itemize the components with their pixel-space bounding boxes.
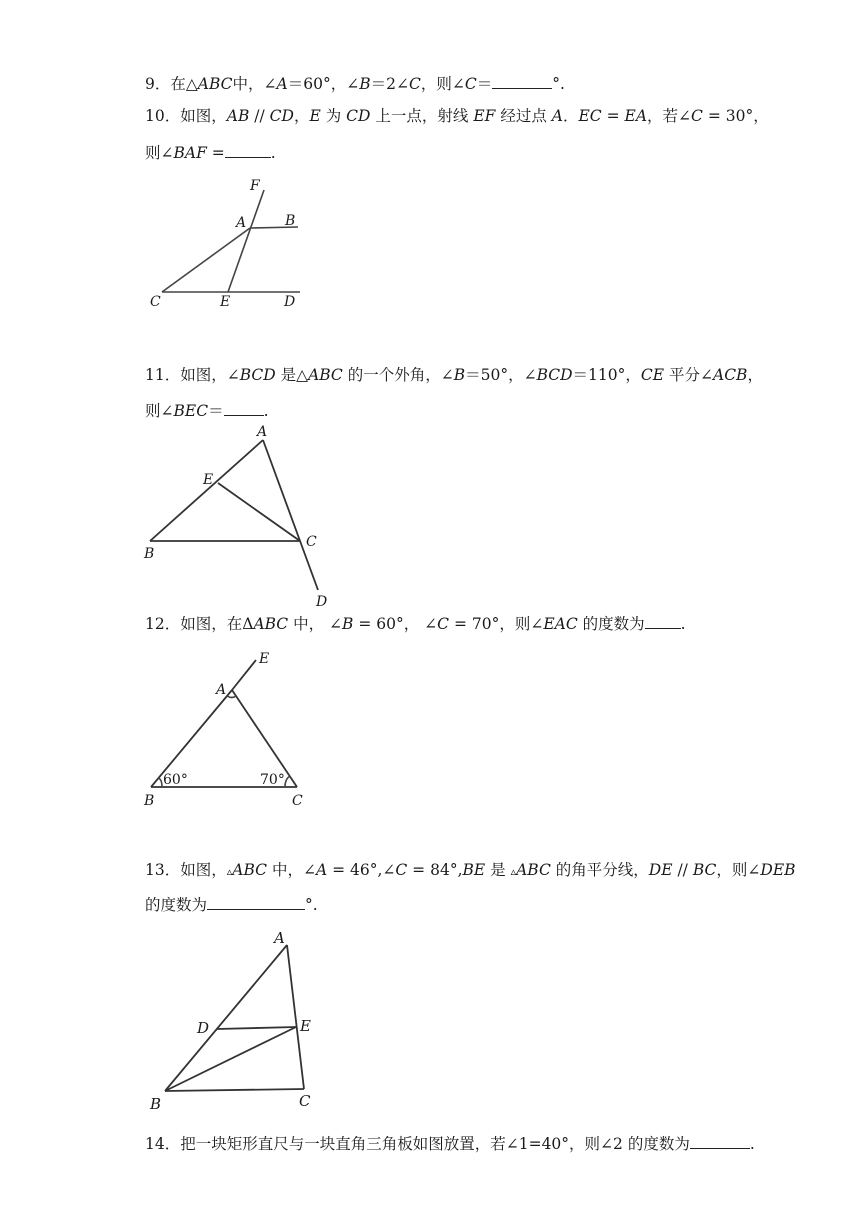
question-13-line2: 的度数为 °. <box>145 896 318 914</box>
label-b: B <box>285 213 296 229</box>
question-10: 10．如图，AB // CD，E 为 CD 上一点，射线 EF 经过点 A．EC = EA，若∠C = 30°， <box>145 107 769 125</box>
question-number: 13． <box>145 861 181 879</box>
angle-b-label: 60° <box>163 772 188 788</box>
label-c: C <box>150 294 161 310</box>
label-c: C <box>299 1092 311 1110</box>
question-9: 9．在△ABC中，∠A＝60°，∠B＝2∠C，则∠C＝ °. <box>145 75 565 93</box>
label-f: F <box>250 178 260 194</box>
label-b: B <box>144 546 155 562</box>
question-number: 11． <box>145 366 181 384</box>
question-number: 12． <box>145 615 181 633</box>
label-b: B <box>144 793 155 809</box>
label-a: A <box>274 929 285 947</box>
question-number: 9． <box>145 75 171 93</box>
line-ba <box>165 945 287 1091</box>
label-e: E <box>259 651 270 667</box>
label-c: C <box>306 534 317 550</box>
label-d: D <box>316 594 328 610</box>
label-b: B <box>150 1095 162 1113</box>
question-11: 11．如图，∠BCD 是△ABC 的一个外角，∠B＝50°，∠BCD＝110°，CE 平分∠ACB， <box>145 366 763 384</box>
question-12: 12．如图，在ΔABC 中， ∠B = 60°， ∠C = 70°，则∠EAC 的度数为 . <box>145 615 686 633</box>
question-14: 14．把一块矩形直尺与一块直角三角板如图放置，若∠1=40°，则∠2 的度数为 . <box>145 1135 755 1153</box>
label-e: E <box>300 1017 311 1035</box>
label-a: A <box>216 682 227 698</box>
line-be <box>165 1027 296 1091</box>
label-a: A <box>257 424 268 440</box>
label-e: E <box>203 472 214 488</box>
label-d: D <box>284 294 296 310</box>
question-number: 14． <box>145 1135 181 1153</box>
label-e: E <box>220 294 231 310</box>
question-11-line2: 则∠BEC＝ . <box>145 402 269 420</box>
question-13: 13．如图，▵ABC 中，∠A = 46°,∠C = 84°,BE 是 ▵ABC 的角平分线，DE // BC，则∠DEB <box>145 861 796 879</box>
angle-c-label: 70° <box>260 772 285 788</box>
line-de <box>217 1027 296 1029</box>
line-bc <box>165 1089 304 1091</box>
label-d: D <box>197 1019 210 1037</box>
answer-blank[interactable] <box>690 1133 750 1149</box>
label-c: C <box>292 793 303 809</box>
question-number: 10． <box>145 107 181 125</box>
label-a: A <box>236 215 247 231</box>
question-10-line2: 则∠BAF = . <box>145 144 276 162</box>
